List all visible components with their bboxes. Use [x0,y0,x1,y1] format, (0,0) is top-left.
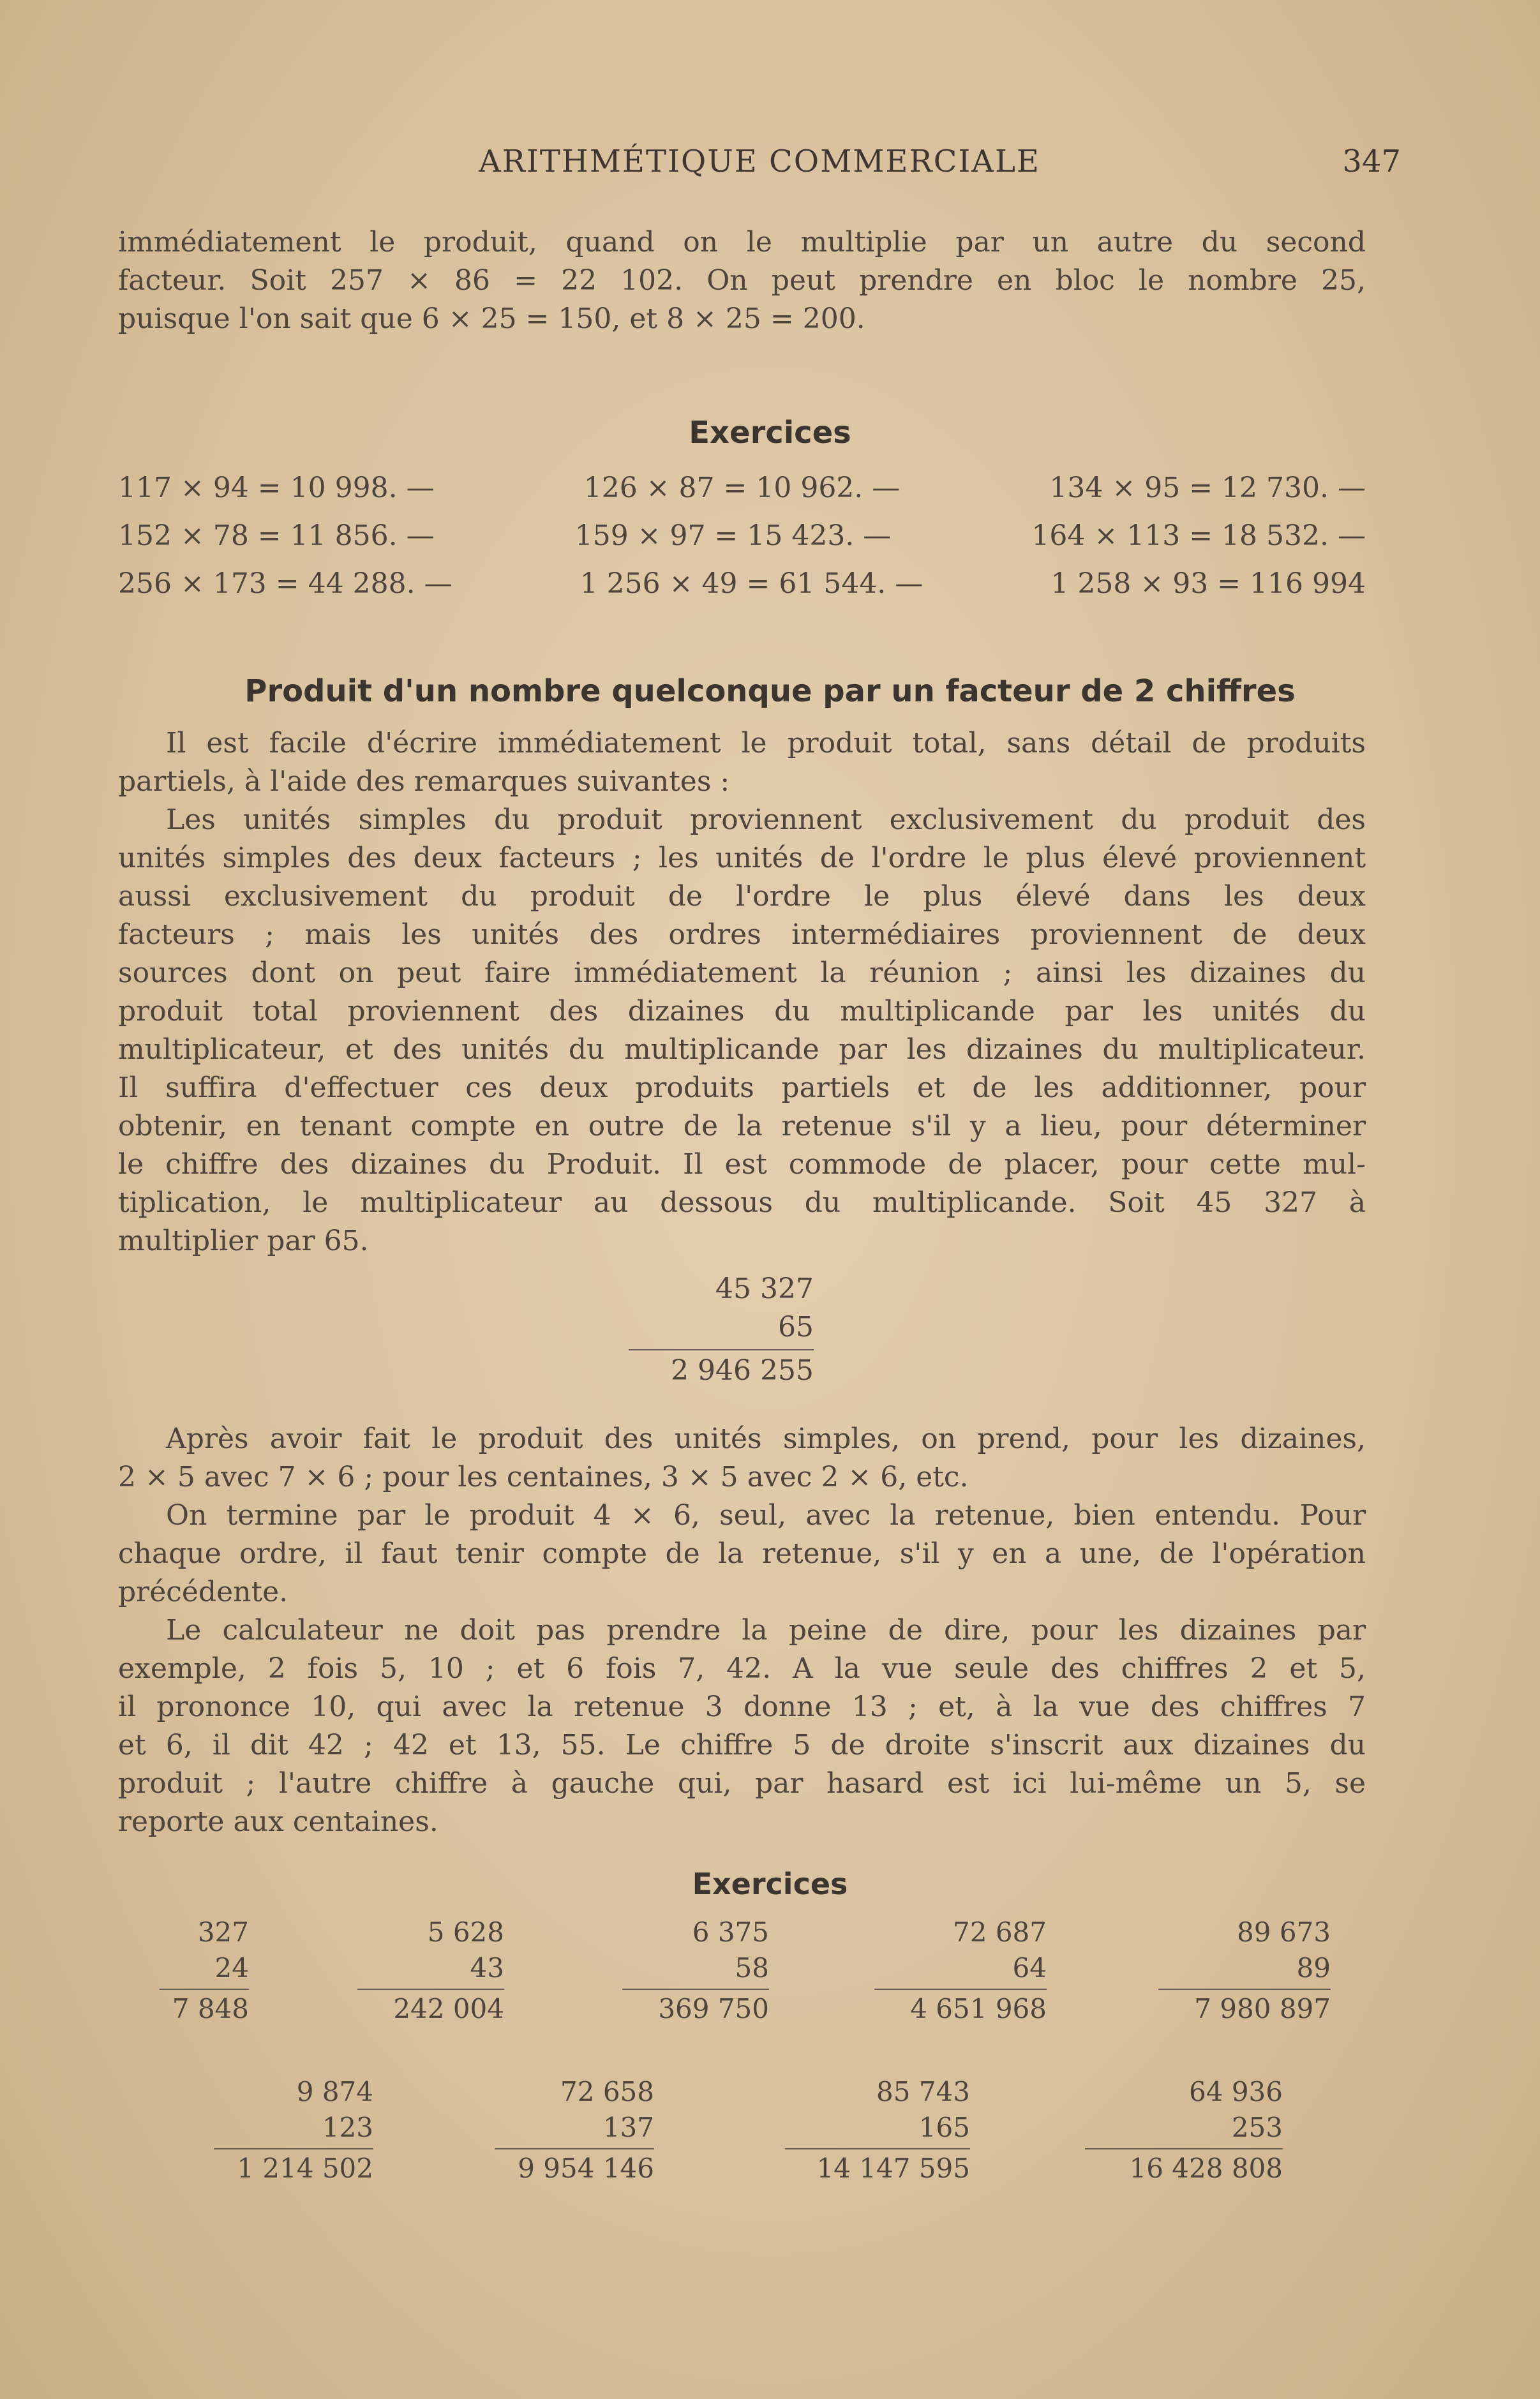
paragraph-1 [118,724,1366,801]
multiplicand: 72 687 [953,1917,1047,1948]
text-line: Il suffira d'effectuer ces deux produits partiels et de les additionner, pour [118,1072,1366,1104]
multiplicand: 6 375 [692,1917,769,1948]
multiplication-exercise [874,1915,1047,2027]
rule-line [214,2148,373,2149]
multiplier: 24 [214,1952,249,1984]
multiplier: 137 [602,2112,654,2143]
exercise-item: 159 × 97 = 15 423. — [574,519,892,552]
multiplicand: 89 673 [1237,1917,1331,1948]
rule-line [1085,2148,1283,2149]
multiplicand: 9 874 [296,2076,373,2107]
rule-line [629,1349,814,1350]
rule-line [622,1989,769,1990]
paragraph-4 [118,1497,1366,1611]
worked-example [629,1270,814,1390]
multiplier: 123 [322,2112,373,2143]
multiplication-exercise [357,1915,504,2027]
text-line: reporte aux centaines. [118,1805,438,1838]
text-line: obtenir, en tenant compte en outre de la retenue s'il y a lieu, pour déterminer [118,1110,1366,1142]
text-line: Après avoir fait le produit des unités simples, on prend, pour les dizaines, [166,1423,1366,1455]
multiplication-exercise [622,1915,769,2027]
text-line: Il est facile d'écrire immédiatement le produit total, sans détail de produits [166,727,1366,759]
rule-line [785,2148,970,2149]
text-line: puisque l'on sait que 6 × 25 = 150, et 8 × 25 = 200. [118,303,865,335]
multiplication-exercise [495,2074,654,2186]
intro-paragraph [118,223,1366,338]
running-header [118,144,1401,188]
text-line: multiplier par 65. [118,1225,369,1257]
exercise-item: 134 × 95 = 12 730. — [1049,472,1366,504]
text-line: unités simples des deux facteurs ; les unités de l'ordre le plus élevé proviennent [118,842,1366,874]
exercices-heading-1: Exercices [689,415,851,451]
paragraph-3 [118,1420,1366,1497]
text-line: le chiffre des dizaines du Produit. Il est commode de placer, pour cette mul- [118,1148,1366,1181]
product: 4 651 968 [910,1993,1047,2024]
text-line: produit total proviennent des dizaines du multiplicande par les unités du [118,995,1366,1028]
multiplicand: 72 658 [560,2076,654,2107]
product: 242 004 [393,1993,504,2024]
product: 7 980 897 [1194,1993,1331,2024]
multiplier: 58 [735,1952,769,1984]
text-line: On termine par le produit 4 × 6, seul, avec la retenue, bien entendu. Pour [166,1499,1366,1532]
text-line: précédente. [118,1576,288,1608]
text-line: exemple, 2 fois 5, 10 ; et 6 fois 7, 42. A la vue seule des chiffres 2 et 5, [118,1652,1366,1685]
rule-line [160,1989,249,1990]
exercise-line [118,565,1366,603]
running-title: ARITHMÉTIQUE COMMERCIALE [479,144,1040,179]
text-line: sources dont on peut faire immédiatement la réunion ; ainsi les dizaines du [118,957,1366,989]
text-line: tiplication, le multiplicateur au dessous du multiplicande. Soit 45 327 à [118,1186,1366,1219]
multiplicand: 45 327 [715,1273,814,1305]
exercise-line [118,517,1366,555]
product: 7 848 [172,1993,249,2024]
exercices-heading-2: Exercices [692,1867,848,1901]
product: 14 147 595 [816,2153,970,2184]
text-line: multiplicateur, et des unités du multiplicande par les dizaines du multiplicateur. [118,1033,1366,1066]
product: 16 428 808 [1129,2153,1283,2184]
exercise-item: 126 × 87 = 10 962. — [583,472,901,504]
multiplier: 253 [1231,2112,1283,2143]
text-line: produit ; l'autre chiffre à gauche qui, par hasard est ici lui-même un 5, se [118,1767,1366,1800]
exercise-item: 117 × 94 = 10 998. — [118,472,435,504]
exercise-line [118,469,1366,507]
rule-line [495,2148,654,2149]
paragraph-2 [118,801,1366,1260]
text-line: Le calculateur ne doit pas prendre la peine de dire, pour les dizaines par [166,1614,1366,1647]
multiplier: 165 [918,2112,970,2143]
multiplication-exercise [785,2074,970,2186]
text-line: partiels, à l'aide des remarques suivantes : [118,765,730,798]
multiplication-exercise [214,2074,373,2186]
product: 1 214 502 [237,2153,373,2184]
exercise-item: 256 × 173 = 44 288. — [118,567,452,600]
multiplication-exercise [1085,2074,1283,2186]
paragraph-5 [118,1611,1366,1841]
text-line: facteurs ; mais les unités des ordres intermédiaires proviennent de deux [118,918,1366,951]
text-line: et 6, il dit 42 ; 42 et 13, 55. Le chiffre 5 de droite s'inscrit aux dizaines du [118,1729,1366,1761]
exercise-item: 152 × 78 = 11 856. — [118,519,435,552]
product: 369 750 [658,1993,769,2024]
multiplication-exercise [1158,1915,1331,2027]
multiplicand: 64 936 [1189,2076,1283,2107]
multiplicand: 85 743 [876,2076,970,2107]
product: 9 954 146 [518,2153,654,2184]
multiplicand: 327 [197,1917,249,1948]
text-line: facteur. Soit 257 × 86 = 22 102. On peut prendre en bloc le nombre 25, [118,264,1366,297]
text-line: il prononce 10, qui avec la retenue 3 donne 13 ; et, à la vue des chiffres 7 [118,1691,1366,1723]
exercise-item: 1 258 × 93 = 116 994 [1050,567,1366,600]
exercise-item: 1 256 × 49 = 61 544. — [579,567,923,600]
multiplier: 89 [1296,1952,1331,1984]
text-line: chaque ordre, il faut tenir compte de la retenue, s'il y en a une, de l'opération [118,1537,1366,1570]
section-heading: Produit d'un nombre quelconque par un facteur de 2 chiffres [244,673,1296,709]
multiplier: 65 [778,1311,814,1343]
rule-line [874,1989,1047,1990]
rule-line [357,1989,504,1990]
rule-line [1158,1989,1331,1990]
page-number: 347 [1342,144,1401,179]
exercise-item: 164 × 113 = 18 532. — [1031,519,1366,552]
multiplier: 43 [470,1952,504,1984]
text-line: 2 × 5 avec 7 × 6 ; pour les centaines, 3 × 5 avec 2 × 6, etc. [118,1461,969,1493]
multiplication-exercise [160,1915,249,2027]
product: 2 946 255 [671,1354,814,1387]
multiplier: 64 [1012,1952,1047,1984]
text-line: immédiatement le produit, quand on le multiplie par un autre du second [118,226,1366,258]
multiplicand: 5 628 [427,1917,504,1948]
text-line: aussi exclusivement du produit de l'ordre le plus élevé dans les deux [118,880,1366,913]
text-line: Les unités simples du produit proviennent exclusivement du produit des [166,803,1366,836]
